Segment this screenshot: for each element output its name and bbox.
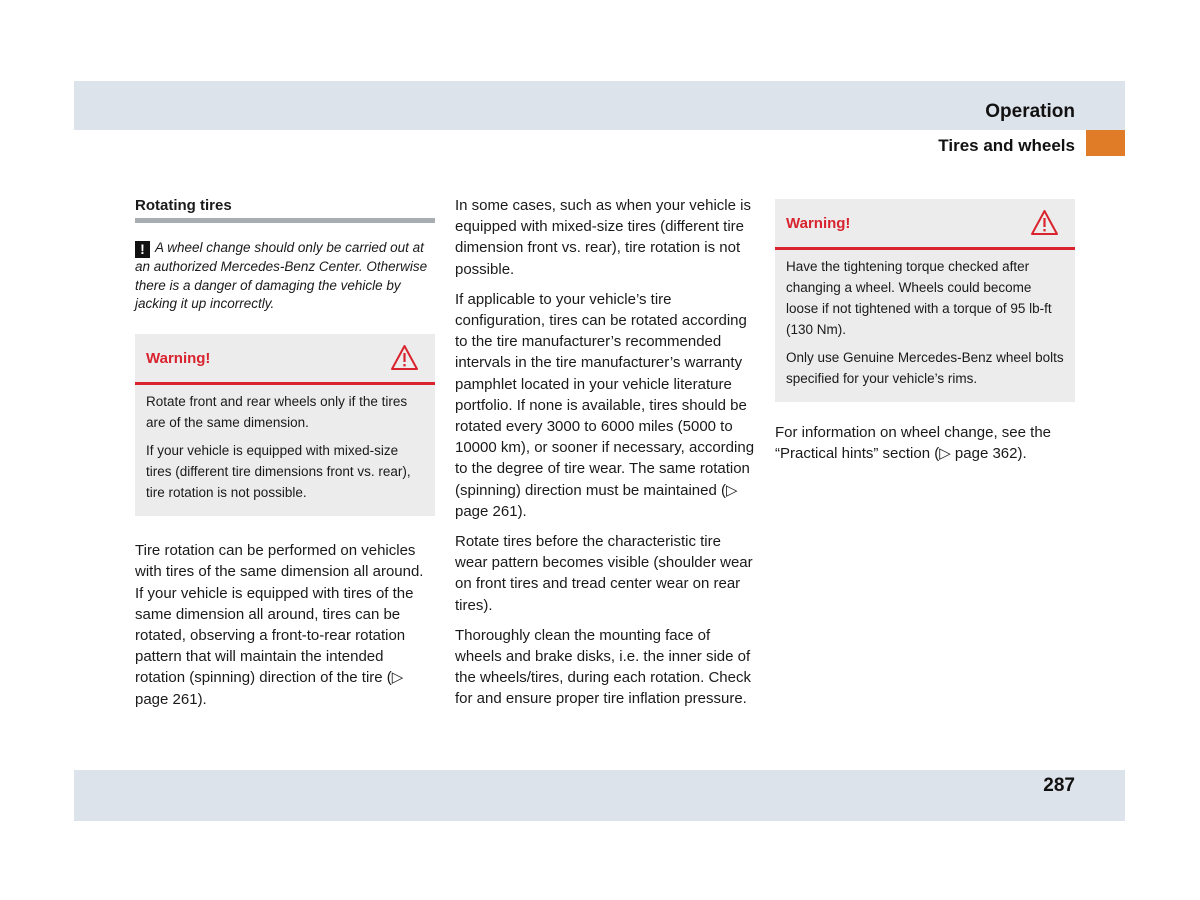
column-left <box>135 195 435 719</box>
warning-label: Warning! <box>146 350 211 368</box>
column-right <box>775 195 1075 473</box>
column-middle <box>455 195 755 719</box>
warning-text: If your vehicle is equipped with mixed-size tires (different tire dimensions front vs. rear), tire rotation is not possible. <box>146 443 411 501</box>
warning-label: Warning! <box>786 215 851 232</box>
page-number: 287 <box>1043 775 1075 796</box>
header-band <box>74 81 1125 130</box>
note-paragraph <box>135 239 435 314</box>
body-paragraph: In some cases, such as when your vehicle is equipped with mixed-size tires (different tire dimension front vs. rear), tire rotation is not possible. <box>455 197 751 278</box>
body-paragraph: Rotate tires before the characteristic tire wear pattern becomes visible (shoulder wear on front tires and tread center wear on rear tires). <box>455 533 753 614</box>
note-text: A wheel change should only be carried out at an authorized Mercedes-Benz Center. Otherwise there is a danger of damaging the vehicle by jacking it up incorrectly. <box>135 240 428 312</box>
body-paragraph: If applicable to your vehicle’s tire configuration, tires can be rotated according to the tire manufacturer’s recommended intervals in the tire manufacturer’s warranty pamphlet located in your vehicle literature portfolio. If none is available, tires should be rotated every 3000 to 6000 miles (5000 to 10000 km), or sooner if necessary, according to the degree of tire wear. The same rotation (spinning) direction must be maintained (▷ page 261). <box>455 290 755 520</box>
section-heading: Rotating tires <box>135 197 435 223</box>
warning-text: Rotate front and rear wheels only if the tires are of the same dimension. <box>146 394 408 431</box>
body-paragraph: Tire rotation can be performed on vehicles with tires of the same dimension all around. If your vehicle is equipped with tires of the same dimension all around, tires can be rotated, observing a front-to-rear rotation pattern that will maintain the intended rotation (spinning) direction of the tire (▷ page 261). <box>135 542 424 708</box>
subsection-title: Tires and wheels <box>938 136 1075 155</box>
warning-triangle-icon <box>390 344 419 371</box>
warning-box <box>135 334 435 516</box>
body-paragraph: Thoroughly clean the mounting face of wheels and brake disks, i.e. the inner side of the wheels/tires, during each rotation. Check for and ensure proper tire inflation pressure. <box>455 626 751 708</box>
footer-band <box>74 770 1125 821</box>
warning-triangle-icon <box>1030 209 1059 236</box>
warning-header <box>135 334 435 385</box>
warning-body <box>775 250 1075 402</box>
section-tab-marker <box>1086 130 1125 156</box>
warning-body <box>135 385 435 516</box>
warning-header <box>775 199 1075 250</box>
warning-text: Have the tightening torque checked after changing a wheel. Wheels could become loose if not tightened with a torque of 95 lb-ft (130 Nm). <box>786 259 1052 337</box>
warning-text: Only use Genuine Mercedes-Benz wheel bolts specified for your vehicle’s rims. <box>786 350 1064 386</box>
warning-box <box>775 199 1075 402</box>
exclamation-icon: ! <box>135 241 150 258</box>
section-title: Operation <box>985 101 1075 122</box>
body-paragraph: For information on wheel change, see the “Practical hints” section (▷ page 362). <box>775 424 1051 463</box>
